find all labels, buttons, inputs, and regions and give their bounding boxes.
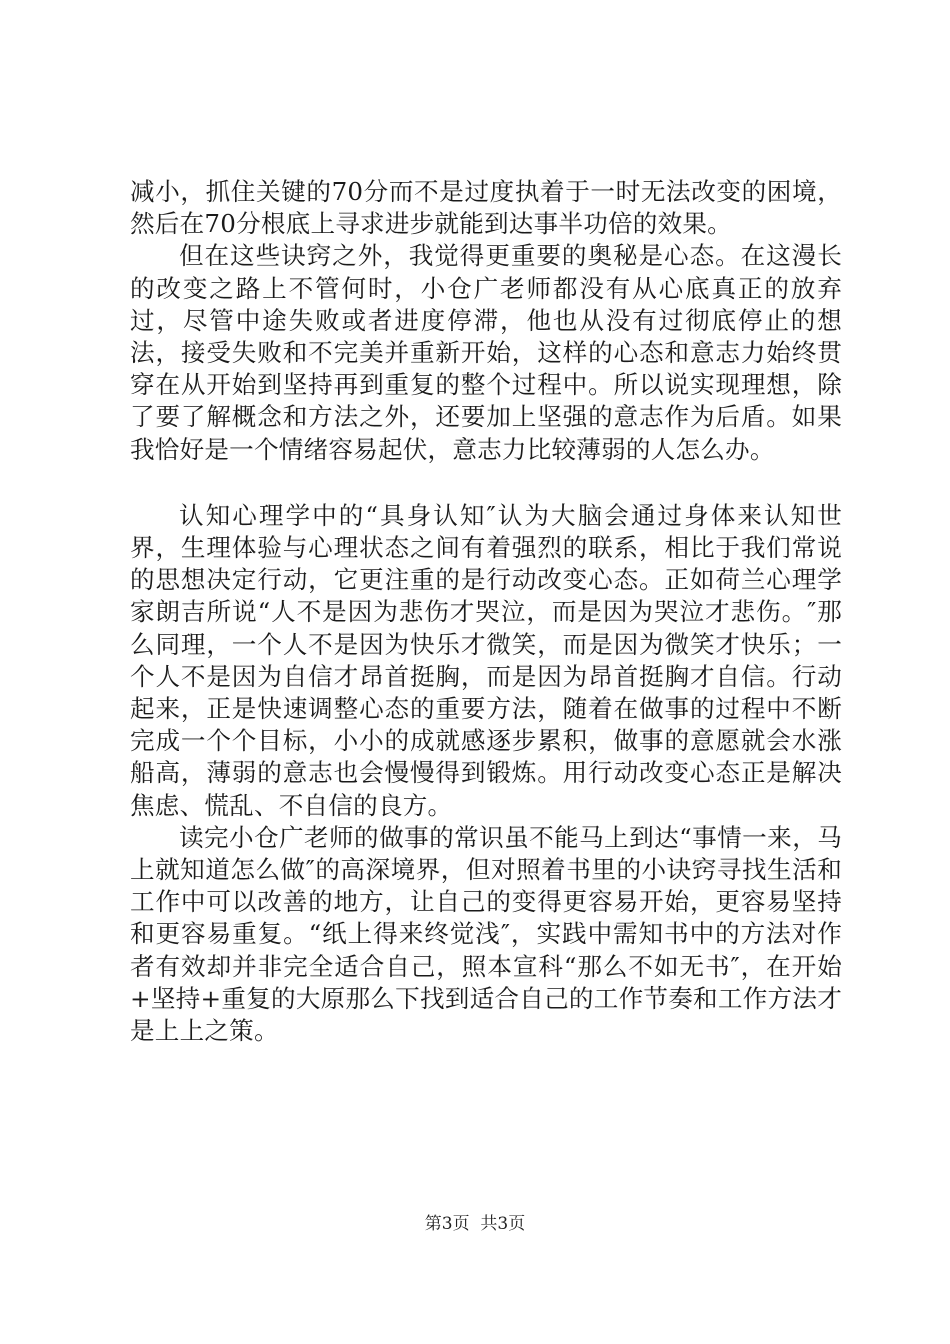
- paragraph-embodied-cognition: 认知心理学中的“具身认知″认为大脑会通过身体来认知世界，生理体验与心理状态之间有着强烈的联系，相比于我们常说的思想决定行动，它更注重的是行动改变心态。正如荷兰心理学家朗吉所说“人不是因为悲伤才哭泣，而是因为哭泣才悲伤。″那么同理，一个人不是因为快乐才微笑，而是因为微笑才快乐；一个人不是因为自信才昂首挺胸，而是因为昂首挺胸才自信。行动起来，正是快速调整心态的重要方法，随着在做事的过程中不断完成一个个目标，小小的成就感逐步累积，做事的意愿就会水涨船高，薄弱的意志也会慢慢得到锻炼。用行动改变心态正是解决焦虑、慌乱、不自信的良方。: [130, 500, 842, 820]
- paragraph-spacer: [130, 466, 842, 500]
- paragraph-mindset: 但在这些诀窍之外，我觉得更重要的奥秘是心态。在这漫长的改变之路上不管何时，小仓广老师都没有从心底真正的放弃过，尽管中途失败或者进度停滞，他也从没有过彻底停止的想法，接受失败和不完美并重新开始，这样的心态和意志力始终贯穿在从开始到坚持再到重复的整个过程中。所以说实现理想，除了要了解概念和方法之外，还要加上坚强的意志作为后盾。如果我恰好是一个情绪容易起伏，意志力比较薄弱的人怎么办。: [130, 241, 842, 464]
- document-body: [130, 176, 842, 1047]
- page-number-label: 第3页 共3页: [424, 1214, 526, 1234]
- paragraph-conclusion: 读完小仓广老师的做事的常识虽不能马上到达“事情一来，马上就知道怎么做″的高深境界，但对照着书里的小诀窍寻找生活和工作中可以改善的地方，让自己的变得更容易开始，更容易坚持和更容易重复。“纸上得来终觉浅″，实践中需知书中的方法对作者有效却并非完全适合自己，照本宣科“那么不如无书″，在开始+坚持+重复的大原那么下找到适合自己的工作节奏和工作方法才是上上之策。: [130, 822, 842, 1046]
- paragraph-continuation: 减小，抓住关键的70分而不是过度执着于一时无法改变的困境，然后在70分根底上寻求进步就能到达事半功倍的效果。: [130, 177, 842, 239]
- page-footer: [0, 1214, 950, 1234]
